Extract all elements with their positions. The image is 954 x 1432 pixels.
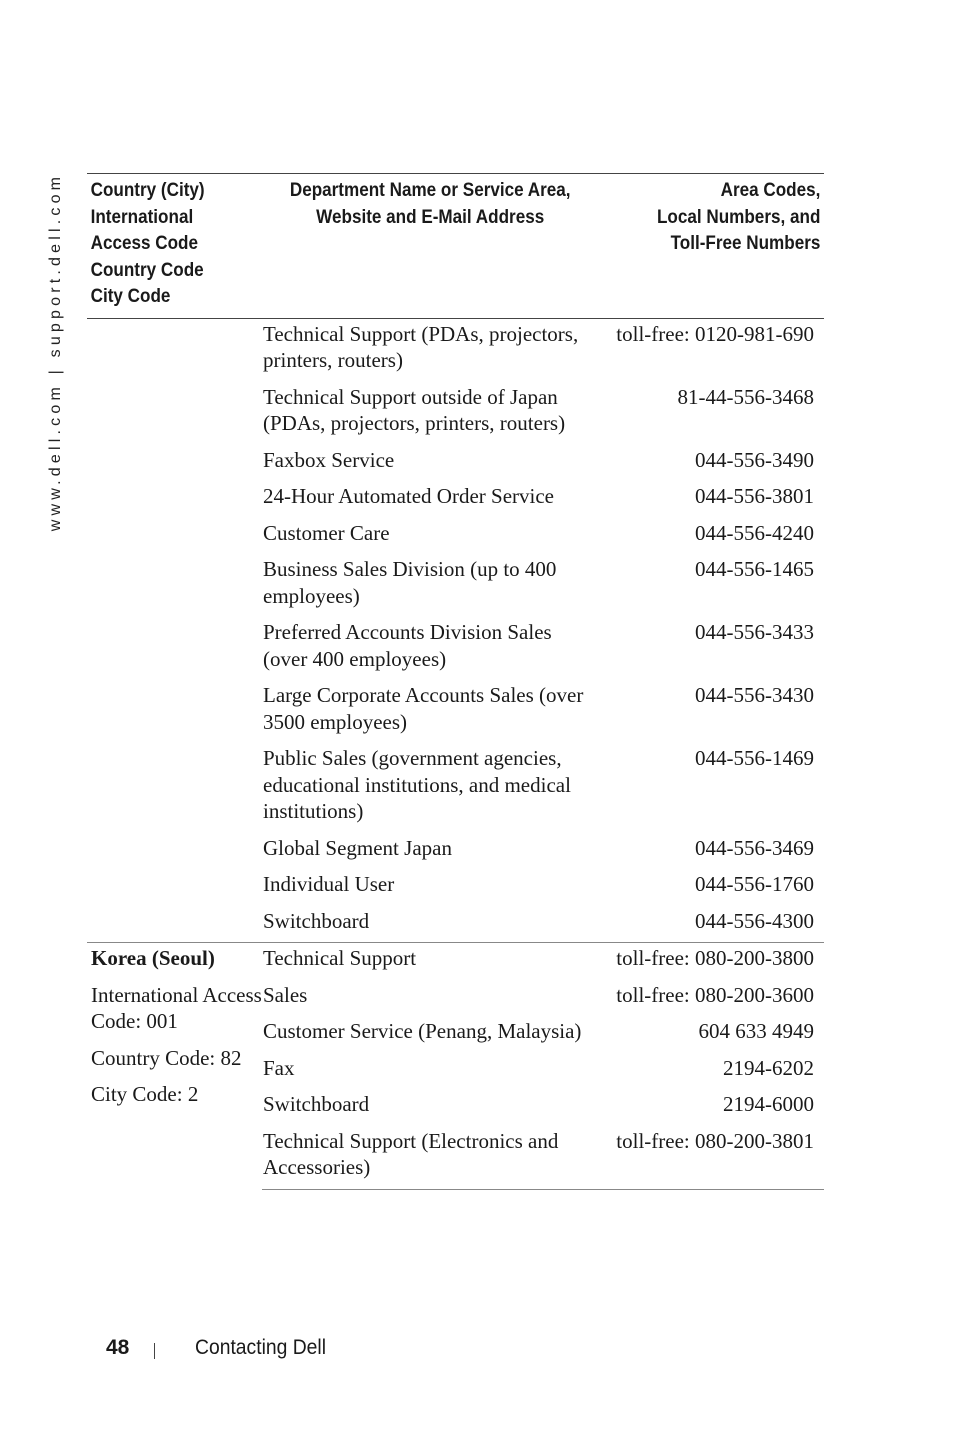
- number-cell: 044-556-3801: [695, 484, 814, 508]
- dept-cell: 24-Hour Automated Order Service: [263, 484, 554, 508]
- side-url-banner: [44, 172, 68, 532]
- number-cell: 044-556-3490: [695, 447, 814, 472]
- side-url-text: www.dell.com | support.dell.com: [47, 172, 65, 532]
- dept-cell: Sales: [263, 982, 308, 1007]
- contact-table: [87, 173, 824, 1190]
- country-code: Country Code: 82: [91, 1045, 242, 1070]
- korea-group: [87, 943, 824, 1190]
- dept-cell: Public Sales (government agencies, educational institutions, and medical institutions): [263, 746, 571, 823]
- number-cell: 044-556-1465: [695, 557, 814, 581]
- dept-cell: Customer Care: [263, 520, 390, 545]
- number-cell: 2194-6000: [723, 1092, 814, 1116]
- table-header: [87, 174, 824, 319]
- dept-cell: Preferred Accounts Division Sales (over 400 employees): [263, 620, 552, 671]
- number-cell: toll-free: 0120-981-690: [616, 321, 814, 346]
- number-cell: 044-556-1760: [695, 872, 814, 896]
- dept-cell: Faxbox Service: [263, 447, 395, 472]
- number-cell: 044-556-4300: [695, 908, 814, 933]
- korea-country-cell: [87, 943, 262, 1190]
- page-footer: [106, 1336, 337, 1360]
- dept-cell: Switchboard: [263, 908, 370, 933]
- number-cell: 81-44-556-3468: [677, 384, 814, 409]
- header-numbers: Area Codes, Local Numbers, and Toll-Free Numbers: [656, 180, 821, 254]
- number-cell: 604 633 4949: [698, 1019, 814, 1043]
- number-cell: 2194-6202: [723, 1055, 814, 1080]
- dept-cell: Global Segment Japan: [263, 835, 452, 860]
- dept-cell: Business Sales Division (up to 400 employees): [263, 557, 557, 608]
- city-code: City Code: 2: [91, 1082, 199, 1106]
- dept-cell: Large Corporate Accounts Sales (over 3500 employees): [263, 683, 584, 734]
- header-country: Country (City) International Access Code Country Code City Code: [90, 180, 205, 307]
- dept-cell: Technical Support (Electronics and Accessories): [262, 1126, 602, 1190]
- dept-cell: Technical Support (PDAs, projectors, printers, routers): [263, 321, 579, 372]
- header-department: Department Name or Service Area, Website and E-Mail Address: [289, 180, 571, 228]
- number-cell: 044-556-4240: [695, 520, 814, 545]
- number-cell: 044-556-3433: [695, 620, 814, 644]
- dept-cell: Technical Support outside of Japan (PDAs, projectors, printers, routers): [263, 384, 566, 435]
- country-name: Korea (Seoul): [91, 946, 215, 970]
- dept-cell: Customer Service (Penang, Malaysia): [263, 1019, 582, 1043]
- number-cell: toll-free: 080-200-3600: [616, 982, 814, 1007]
- dept-cell: Technical Support: [263, 946, 417, 970]
- footer-divider: [154, 1343, 155, 1359]
- page-number: 48: [106, 1336, 130, 1359]
- number-cell: 044-556-3469: [695, 835, 814, 860]
- japan-country-cell: [87, 318, 262, 943]
- japan-group: [87, 318, 824, 943]
- dept-cell: Individual User: [263, 872, 395, 896]
- dept-cell: Switchboard: [263, 1092, 370, 1116]
- table-row: [87, 318, 824, 382]
- number-cell: 044-556-3430: [695, 683, 814, 707]
- section-title: Contacting Dell: [195, 1336, 327, 1359]
- number-cell: toll-free: 080-200-3800: [616, 946, 814, 970]
- dept-cell: Fax: [263, 1055, 295, 1080]
- number-cell: 044-556-1469: [695, 746, 814, 770]
- number-cell: toll-free: 080-200-3801: [602, 1126, 824, 1190]
- intl-access-code: International Access Code: 001: [91, 982, 262, 1033]
- table-row: [87, 943, 824, 980]
